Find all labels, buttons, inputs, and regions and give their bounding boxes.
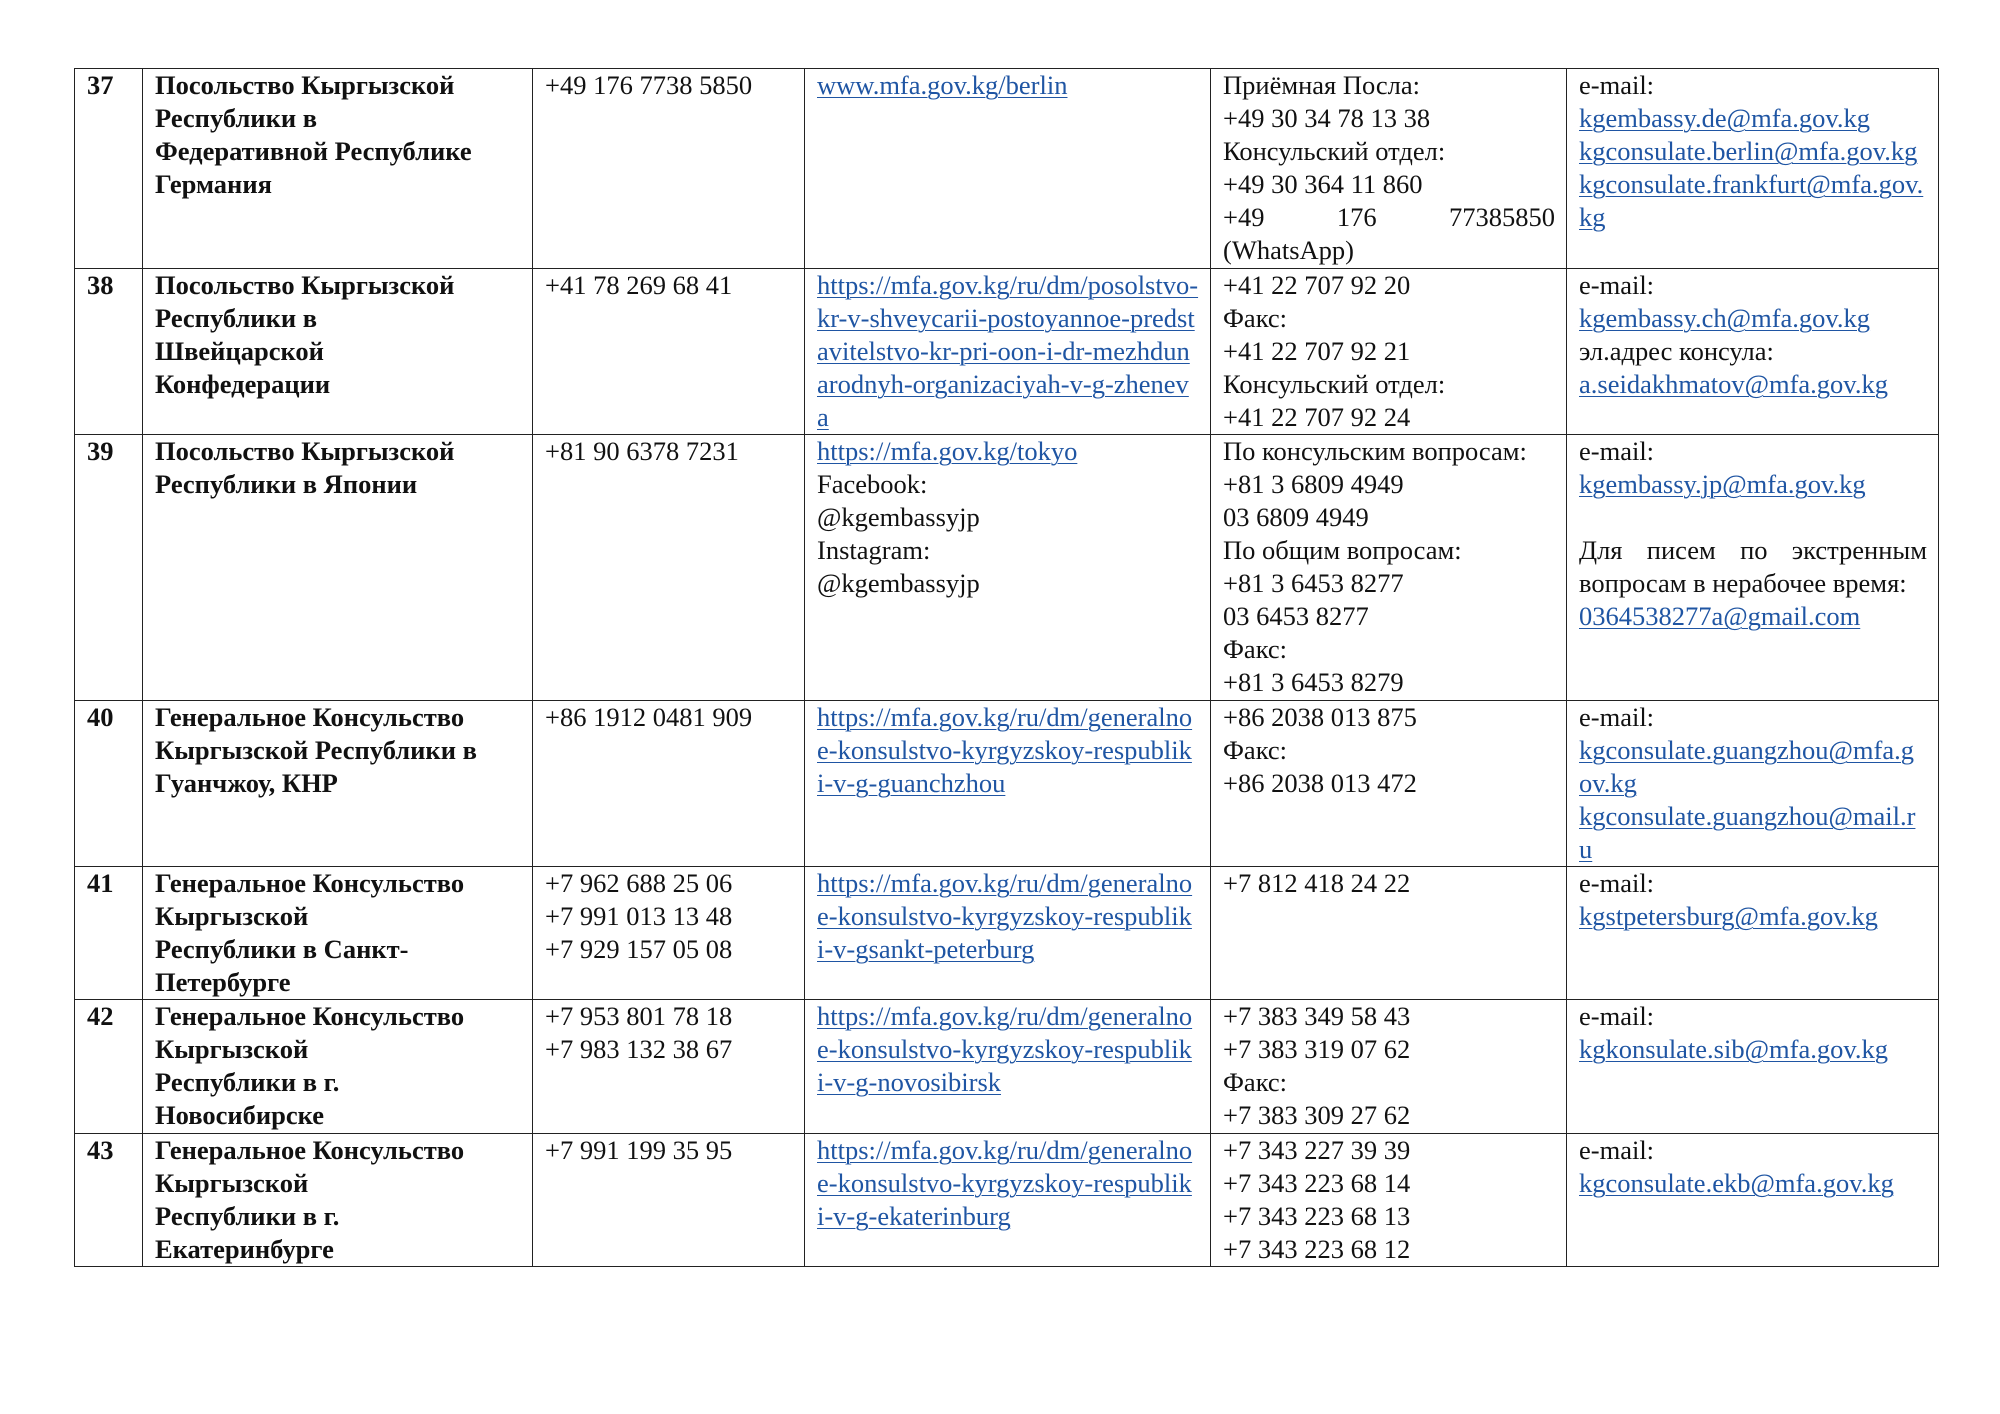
phone-number: +7 929 157 05 08 [545, 934, 733, 964]
email-label: e-mail: [1579, 270, 1655, 300]
website-link[interactable]: www.mfa.gov.kg/berlin [817, 70, 1068, 100]
website [805, 69, 1211, 269]
table-body [75, 69, 1939, 1267]
mission-name-line: Конфедерации [155, 369, 331, 399]
contact-line: +7 343 223 68 13 [1223, 1201, 1411, 1231]
website [805, 435, 1211, 701]
email-label: e-mail: [1579, 70, 1655, 100]
mission-name-line: Новосибирске [155, 1100, 325, 1130]
mission-name [143, 701, 533, 867]
contact-line: 03 6809 4949 [1223, 502, 1369, 532]
phone-number: +7 991 013 13 48 [545, 901, 733, 931]
office-phones [1211, 269, 1567, 435]
row-number [75, 269, 143, 435]
mobile-phones [533, 69, 805, 269]
contact-line: +41 22 707 92 20 [1223, 270, 1411, 300]
mission-name-line: Республики в [155, 103, 318, 133]
email-contacts [1567, 435, 1939, 701]
contact-line: +49 30 34 78 13 38 [1223, 103, 1431, 133]
mission-name [143, 269, 533, 435]
contact-line: Факс: [1223, 735, 1288, 765]
website-link[interactable]: https://mfa.gov.kg/ru/dm/generalnoe-konsulstvo-kyrgyzskoy-respubliki-v-g-ekaterinburg [817, 1135, 1193, 1231]
mission-name-line: Республики в г. [155, 1201, 340, 1231]
email-link[interactable]: 0364538277a@gmail.com [1579, 601, 1861, 631]
website [805, 1134, 1211, 1267]
contact-line: Факс: [1223, 303, 1288, 333]
mission-name-line: Посольство Кыргызской [155, 270, 455, 300]
table-row [75, 269, 1939, 435]
contact-line: Консульский отдел: [1223, 136, 1446, 166]
row-number [75, 69, 143, 269]
mobile-phones [533, 867, 805, 1000]
email-label: Для писем по экстренным вопросам в нерабочее время: [1579, 535, 1934, 598]
mission-name-line: Германия [155, 169, 272, 199]
mission-name-line: Екатеринбурге [155, 1234, 334, 1264]
email-contacts [1567, 269, 1939, 435]
row-number [75, 867, 143, 1000]
phone-number: +7 991 199 35 95 [545, 1135, 733, 1165]
social-text: Facebook: [817, 469, 928, 499]
website [805, 1000, 1211, 1134]
row-number-text: 38 [87, 270, 114, 300]
row-number [75, 435, 143, 701]
contact-line: Консульский отдел: [1223, 369, 1446, 399]
email-label: эл.адрес консула: [1579, 336, 1774, 366]
email-link[interactable]: kgembassy.ch@mfa.gov.kg [1579, 303, 1871, 333]
mission-name [143, 435, 533, 701]
contact-line: +7 383 349 58 43 [1223, 1001, 1411, 1031]
phone-number: +49 176 7738 5850 [545, 70, 753, 100]
row-number-text: 40 [87, 702, 114, 732]
contact-line: +7 343 223 68 12 [1223, 1234, 1411, 1264]
mobile-phones [533, 269, 805, 435]
contact-line: +81 3 6809 4949 [1223, 469, 1404, 499]
email-contacts [1567, 1134, 1939, 1267]
mission-name-line: Швейцарской [155, 336, 324, 366]
email-contacts [1567, 701, 1939, 867]
mission-name-line: Федеративной Республике [155, 136, 472, 166]
email-link[interactable]: kgkonsulate.sib@mfa.gov.kg [1579, 1034, 1888, 1064]
contact-line: +49 176 77385850 [1223, 202, 1555, 232]
contact-line: +86 2038 013 472 [1223, 768, 1417, 798]
website-link[interactable]: https://mfa.gov.kg/ru/dm/generalnoe-konsulstvo-kyrgyzskoy-respubliki-v-g-guanchzhou [817, 702, 1193, 798]
email-link[interactable]: kgconsulate.frankfurt@mfa.gov.kg [1579, 169, 1924, 232]
row-number [75, 1000, 143, 1134]
office-phones [1211, 701, 1567, 867]
mission-name-line: Республики в Японии [155, 469, 418, 499]
contact-line: 03 6453 8277 [1223, 601, 1369, 631]
contact-line: Факс: [1223, 1067, 1288, 1097]
office-phones [1211, 1000, 1567, 1134]
contact-line: +7 812 418 24 22 [1223, 868, 1411, 898]
mission-name-line: Гуанчжоу, КНР [155, 768, 338, 798]
website-link[interactable]: https://mfa.gov.kg/ru/dm/posolstvo-kr-v-shveycarii-postoyannoe-predstavitelstvo-kr-pri-oon-i-dr-mezhdunarodnyh-organizaciyah-v-g-zheneva [817, 270, 1199, 432]
mobile-phones [533, 701, 805, 867]
mission-name-line: Генеральное Консульство [155, 868, 465, 898]
social-text: Instagram: [817, 535, 931, 565]
mission-name-line: Петербурге [155, 967, 291, 997]
email-link[interactable]: a.seidakhmatov@mfa.gov.kg [1579, 369, 1888, 399]
email-label: e-mail: [1579, 1135, 1655, 1165]
email-link[interactable]: kgembassy.de@mfa.gov.kg [1579, 103, 1871, 133]
mission-name-line: Посольство Кыргызской [155, 70, 455, 100]
website [805, 867, 1211, 1000]
website [805, 701, 1211, 867]
phone-number: +7 983 132 38 67 [545, 1034, 733, 1064]
mission-name-line: Генеральное Консульство [155, 702, 465, 732]
office-phones [1211, 69, 1567, 269]
mobile-phones [533, 1134, 805, 1267]
phone-number: +41 78 269 68 41 [545, 270, 733, 300]
social-text: @kgembassyjp [817, 502, 980, 532]
mission-name-line: Кыргызской [155, 1168, 309, 1198]
email-contacts [1567, 867, 1939, 1000]
row-number-text: 43 [87, 1135, 114, 1165]
email-link[interactable]: kgconsulate.berlin@mfa.gov.kg [1579, 136, 1918, 166]
table-row [75, 1000, 1939, 1134]
office-phones [1211, 1134, 1567, 1267]
table-row [75, 1134, 1939, 1267]
table-row [75, 867, 1939, 1000]
contact-line: +7 383 319 07 62 [1223, 1034, 1411, 1064]
mission-name [143, 1000, 533, 1134]
contact-line: +7 383 309 27 62 [1223, 1100, 1411, 1130]
row-number-text: 41 [87, 868, 114, 898]
mission-name-line: Республики в [155, 303, 318, 333]
contact-line: +41 22 707 92 24 [1223, 402, 1411, 432]
mission-name-line: Генеральное Консульство [155, 1001, 465, 1031]
email-label: e-mail: [1579, 1001, 1655, 1031]
mission-name-line: Кыргызской [155, 1034, 309, 1064]
contact-line: Приёмная Посла: [1223, 70, 1421, 100]
email-label [1579, 501, 1927, 534]
phone-number: +7 953 801 78 18 [545, 1001, 733, 1031]
mission-name-line: Кыргызской Республики в [155, 735, 477, 765]
row-number [75, 1134, 143, 1267]
mission-name [143, 867, 533, 1000]
office-phones [1211, 435, 1567, 701]
table-row [75, 701, 1939, 867]
website [805, 269, 1211, 435]
mission-name-line: Республики в г. [155, 1067, 340, 1097]
email-contacts [1567, 1000, 1939, 1134]
email-link[interactable]: kgconsulate.ekb@mfa.gov.kg [1579, 1168, 1894, 1198]
email-label: e-mail: [1579, 868, 1655, 898]
row-number-text: 39 [87, 436, 114, 466]
contact-line: +86 2038 013 875 [1223, 702, 1417, 732]
contact-line: +7 343 227 39 39 [1223, 1135, 1411, 1165]
phone-number: +7 962 688 25 06 [545, 868, 733, 898]
office-phones [1211, 867, 1567, 1000]
contact-line: +49 30 364 11 860 [1223, 169, 1423, 199]
contact-line: +7 343 223 68 14 [1223, 1168, 1411, 1198]
mission-name [143, 1134, 533, 1267]
contact-line: +81 3 6453 8279 [1223, 667, 1404, 697]
email-link[interactable]: kgembassy.jp@mfa.gov.kg [1579, 469, 1866, 499]
mission-name [143, 69, 533, 269]
contact-line: +41 22 707 92 21 [1223, 336, 1411, 366]
social-text: @kgembassyjp [817, 568, 980, 598]
mission-name-line: Республики в Санкт- [155, 934, 409, 964]
mission-name-line: Кыргызской [155, 901, 309, 931]
phone-number: +81 90 6378 7231 [545, 436, 739, 466]
email-contacts [1567, 69, 1939, 269]
row-number-text: 37 [87, 70, 114, 100]
phone-number: +86 1912 0481 909 [545, 702, 753, 732]
email-link[interactable]: kgstpetersburg@mfa.gov.kg [1579, 901, 1878, 931]
mobile-phones [533, 435, 805, 701]
table-row [75, 69, 1939, 269]
email-link[interactable]: kgconsulate.guangzhou@mfa.gov.kg [1579, 735, 1914, 798]
table-row [75, 435, 1939, 701]
email-label: e-mail: [1579, 436, 1655, 466]
website-link[interactable]: https://mfa.gov.kg/ru/dm/generalnoe-konsulstvo-kyrgyzskoy-respubliki-v-gsankt-peterburg [817, 868, 1193, 964]
contact-line: (WhatsApp) [1223, 235, 1354, 265]
mobile-phones [533, 1000, 805, 1134]
email-link[interactable]: kgconsulate.guangzhou@mail.ru [1579, 801, 1916, 864]
contact-line: По общим вопросам: [1223, 535, 1462, 565]
mission-name-line: Посольство Кыргызской [155, 436, 455, 466]
diplomatic-missions-table [74, 68, 1939, 1267]
row-number [75, 701, 143, 867]
contact-line: По консульским вопросам: [1223, 436, 1527, 466]
row-number-text: 42 [87, 1001, 114, 1031]
contact-line: Факс: [1223, 634, 1288, 664]
website-link[interactable]: https://mfa.gov.kg/ru/dm/generalnoe-konsulstvo-kyrgyzskoy-respubliki-v-g-novosibirsk [817, 1001, 1193, 1097]
website-link[interactable]: https://mfa.gov.kg/tokyo [817, 436, 1078, 466]
email-label: e-mail: [1579, 702, 1655, 732]
mission-name-line: Генеральное Консульство [155, 1135, 465, 1165]
contact-line: +81 3 6453 8277 [1223, 568, 1404, 598]
